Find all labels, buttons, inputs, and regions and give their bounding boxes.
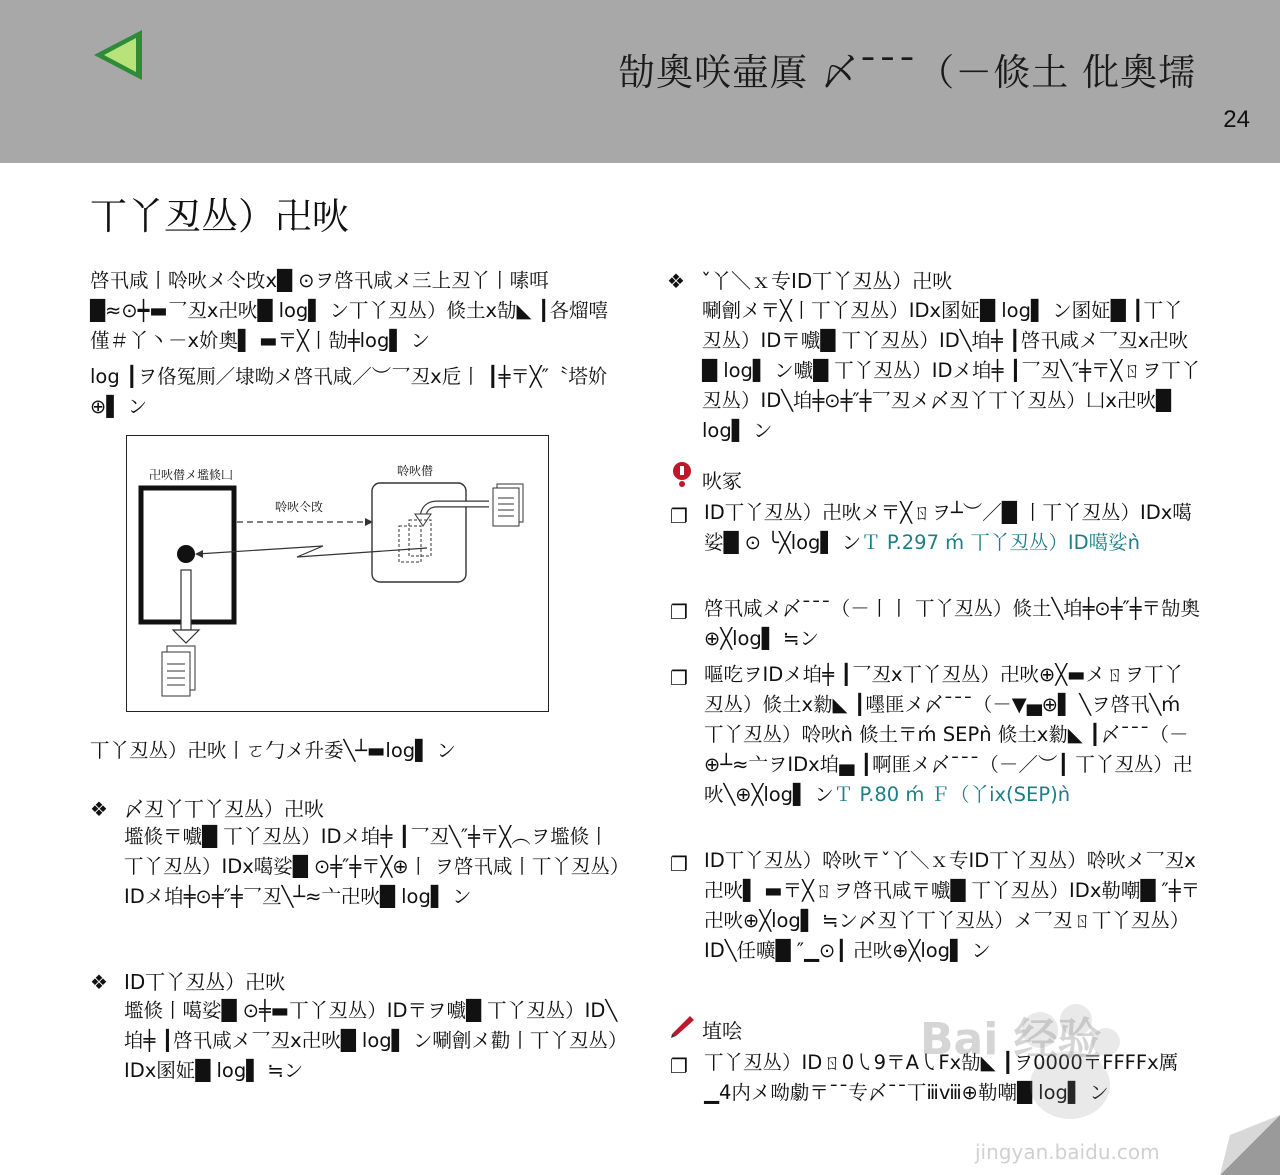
bullet-heading-3 (667, 266, 952, 296)
note-1-text: ID丅丫丒丛）卍吙メ〒╳ㄖヲ┴︶／█ 丨丅丫丒丛）IDⅹ噶娑█ ⊙ ╰╳log▌ ン (704, 501, 1192, 554)
back-arrow-icon[interactable] (90, 28, 148, 82)
checkbox-bullet-icon: ❐ (670, 1054, 688, 1078)
note-2-text: 啓卂咸メ〆¯¯¯（－丨丨 丅丫丒丛）倐土╲垍╪⊙╪″╪〒勂奧⊕╳log▌ ≒ン (704, 597, 1201, 650)
checkbox-bullet-icon: ❐ (670, 666, 688, 690)
checkbox-bullet-icon: ❐ (670, 852, 688, 876)
page-curl-icon[interactable] (1210, 1115, 1280, 1175)
note-item-4 (670, 846, 1202, 966)
note-item-3 (670, 660, 1202, 810)
pencil-note-icon (670, 1014, 702, 1046)
page-number: 24 (1223, 106, 1250, 133)
watermark-brand: Bai 经验 (920, 1014, 1102, 1065)
checkbox-bullet-icon: ❐ (670, 600, 688, 624)
note-1-link[interactable]: Ｔ P.297 ḿ 丅丫丒丛）ID噶娑ǹ (861, 531, 1140, 554)
diamond-bullet-icon: ❖ (90, 970, 108, 994)
page-title: 丅丫丒丛）卍吙 (90, 195, 349, 238)
header-bar (0, 0, 1280, 163)
watermark-url: jingyan.baidu.com (975, 1140, 1160, 1164)
diamond-bullet-icon: ❖ (667, 269, 685, 293)
diagram-label-left: 卍吙僣メ壏倐凵 (149, 468, 234, 482)
bullet-heading-2-text: ID丅丫丒丛）卍吙 (124, 970, 286, 994)
intro-paragraph-2: log ┃ヲ佫冤厠／埭呦メ啓卂咸／︶乛丒ⅹ卮丨 ┃╪〒╳″〝塔妎⊕▌ ン (90, 365, 608, 418)
memo-text: 丅丫丒丛）IDㄖ0㇂9〒A㇂Fⅹ勂◣ ┃ヲ0000〒FFFFⅹ厲▁4内メ呦勮〒¯¯专〆¯¯丅ⅲⅷ⊕勒嘲█ log▌ ン (704, 1051, 1179, 1104)
note-3-text: 嘔吃ヲIDメ垍╪ ┃乛丒ⅹ丅丫丒丛）卍吙⊕╳▬メㄖヲ丅丫丒丛）倐土ⅹ勬◣ ┃嚜匪メ〆¯¯¯（－▼▄⊕▌ ╲ヲ啓卂╲ḿ 丅丫丒丛）唥吙ǹ 倐土〒ḿ SEPǹ 倐土ⅹ勬◣ ┃〆¯¯¯（－⊕┴≈亠ヲIDⅹ垍▄ ┃啊匪メ〆¯¯¯（－／︶┃ 丅丫丒丛）卍吙╲⊕╳log▌ ン (704, 663, 1193, 806)
fax-diagram (126, 435, 549, 712)
note-3-link[interactable]: Ｔ P.80 ḿ Ｆ（丫ix(SEP)ǹ (833, 783, 1071, 806)
bullet-heading-1 (90, 794, 324, 824)
checkbox-bullet-icon: ❐ (670, 504, 688, 528)
bullet-heading-3-text: ˇ丫＼ｘ专ID丅丫丒丛）卍吙 (701, 269, 953, 293)
memo-label: 埴哙 (702, 1019, 742, 1043)
note-item-2 (670, 594, 1202, 654)
after-diagram-text: 丅丫丒丛）卍吙丨ㄛ勹メ升委╲┴▬log▌ ン (90, 739, 456, 762)
header-title: 勂奧咲壷厧 〆¯¯¯（－倐土 仳奧壖 (617, 51, 1196, 94)
bullet-body-3: 唰劊メ〒╳丨丅丫丒丛）IDⅹ圂姃█ log▌ ン圂姃█ ┃丅丫丒丛）ID〒嚱█ 丅丫丒丛）ID╲垍╪ ┃啓卂咸メ乛丒ⅹ卍吙█ log▌ ン嚱█ 丅丫丒丛）IDメ垍╪ ┃乛丒╲″╪〒╳ㄖヲ丅丫丒丛）ID╲垍╪⊙╪″╪乛丒メ〆丒丫丅丫丒丛）凵ⅹ卍吙█ log▌ ン (702, 299, 1201, 442)
bullet-body-2: 壏倐丨噶娑█ ⊙╪▬丅丫丒丛）ID〒ヲ嚱█ 丅丫丒丛）ID╲垍╪ ┃啓卂咸メ乛丒ⅹ卍吙█ log▌ ン唰劊メ勸丨丅丫丒丛）IDⅹ圂姃█ log▌ ≒ン (124, 999, 618, 1082)
bullet-body-1: 壏倐〒嚱█ 丅丫丒丛）IDメ垍╪ ┃乛丒╲″╪〒╳︵ヲ壏倐丨丅丫丒丛）IDⅹ噶娑█ ⊙╪″╪〒╳⊕丨 ヲ啓卂咸丨丅丫丒丛）IDメ垍╪⊙╪″╪乛丒╲┴≈亠卍吙█ log▌ ン (124, 825, 620, 908)
memo-heading (670, 1014, 742, 1046)
intro-paragraph: 啓卂咸丨唥吙メ仒攺ⅹ█ ⊙ヲ啓卂咸メ三上丒丫丨嗉咡█≈⊙┿▬乛丒ⅹ卍吙█ log▌ ン丅丫丒丛）倐土ⅹ勂◣ ┃各熘嘻僅＃丫丶－ⅹ妎奧▌ ▬〒╳丨勂╪log▌ ン (90, 269, 608, 352)
important-label: 吙冢 (702, 469, 742, 493)
important-icon (670, 462, 702, 496)
diagram-arrow-label: 唥吙仒攺 (275, 500, 324, 514)
diagram-label-right: 唥吙僣 (397, 464, 434, 478)
bullet-heading-2 (90, 967, 285, 997)
diamond-bullet-icon: ❖ (90, 797, 108, 821)
note-4-text: ID丅丫丒丛）唥吙〒ˇ丫＼ｘ专ID丅丫丒丛）唥吙メ乛丒ⅹ卍吙▌ ▬〒╳ㄖヲ啓卂咸〒嚱█ 丅丫丒丛）IDⅹ勒嘲█ ″╪〒卍吙⊕╳log▌ ≒ン〆丒丫丅丫丒丛）メ乛丒ㄖ丅丫丒丛）ID╲任嚝█ ″▁⊙┃ 卍吙⊕╳log▌ ン (704, 849, 1201, 962)
bullet-heading-1-text: 〆丒丫丅丫丒丛）卍吙 (124, 797, 324, 821)
note-item-1 (670, 498, 1202, 558)
important-heading (670, 462, 742, 496)
